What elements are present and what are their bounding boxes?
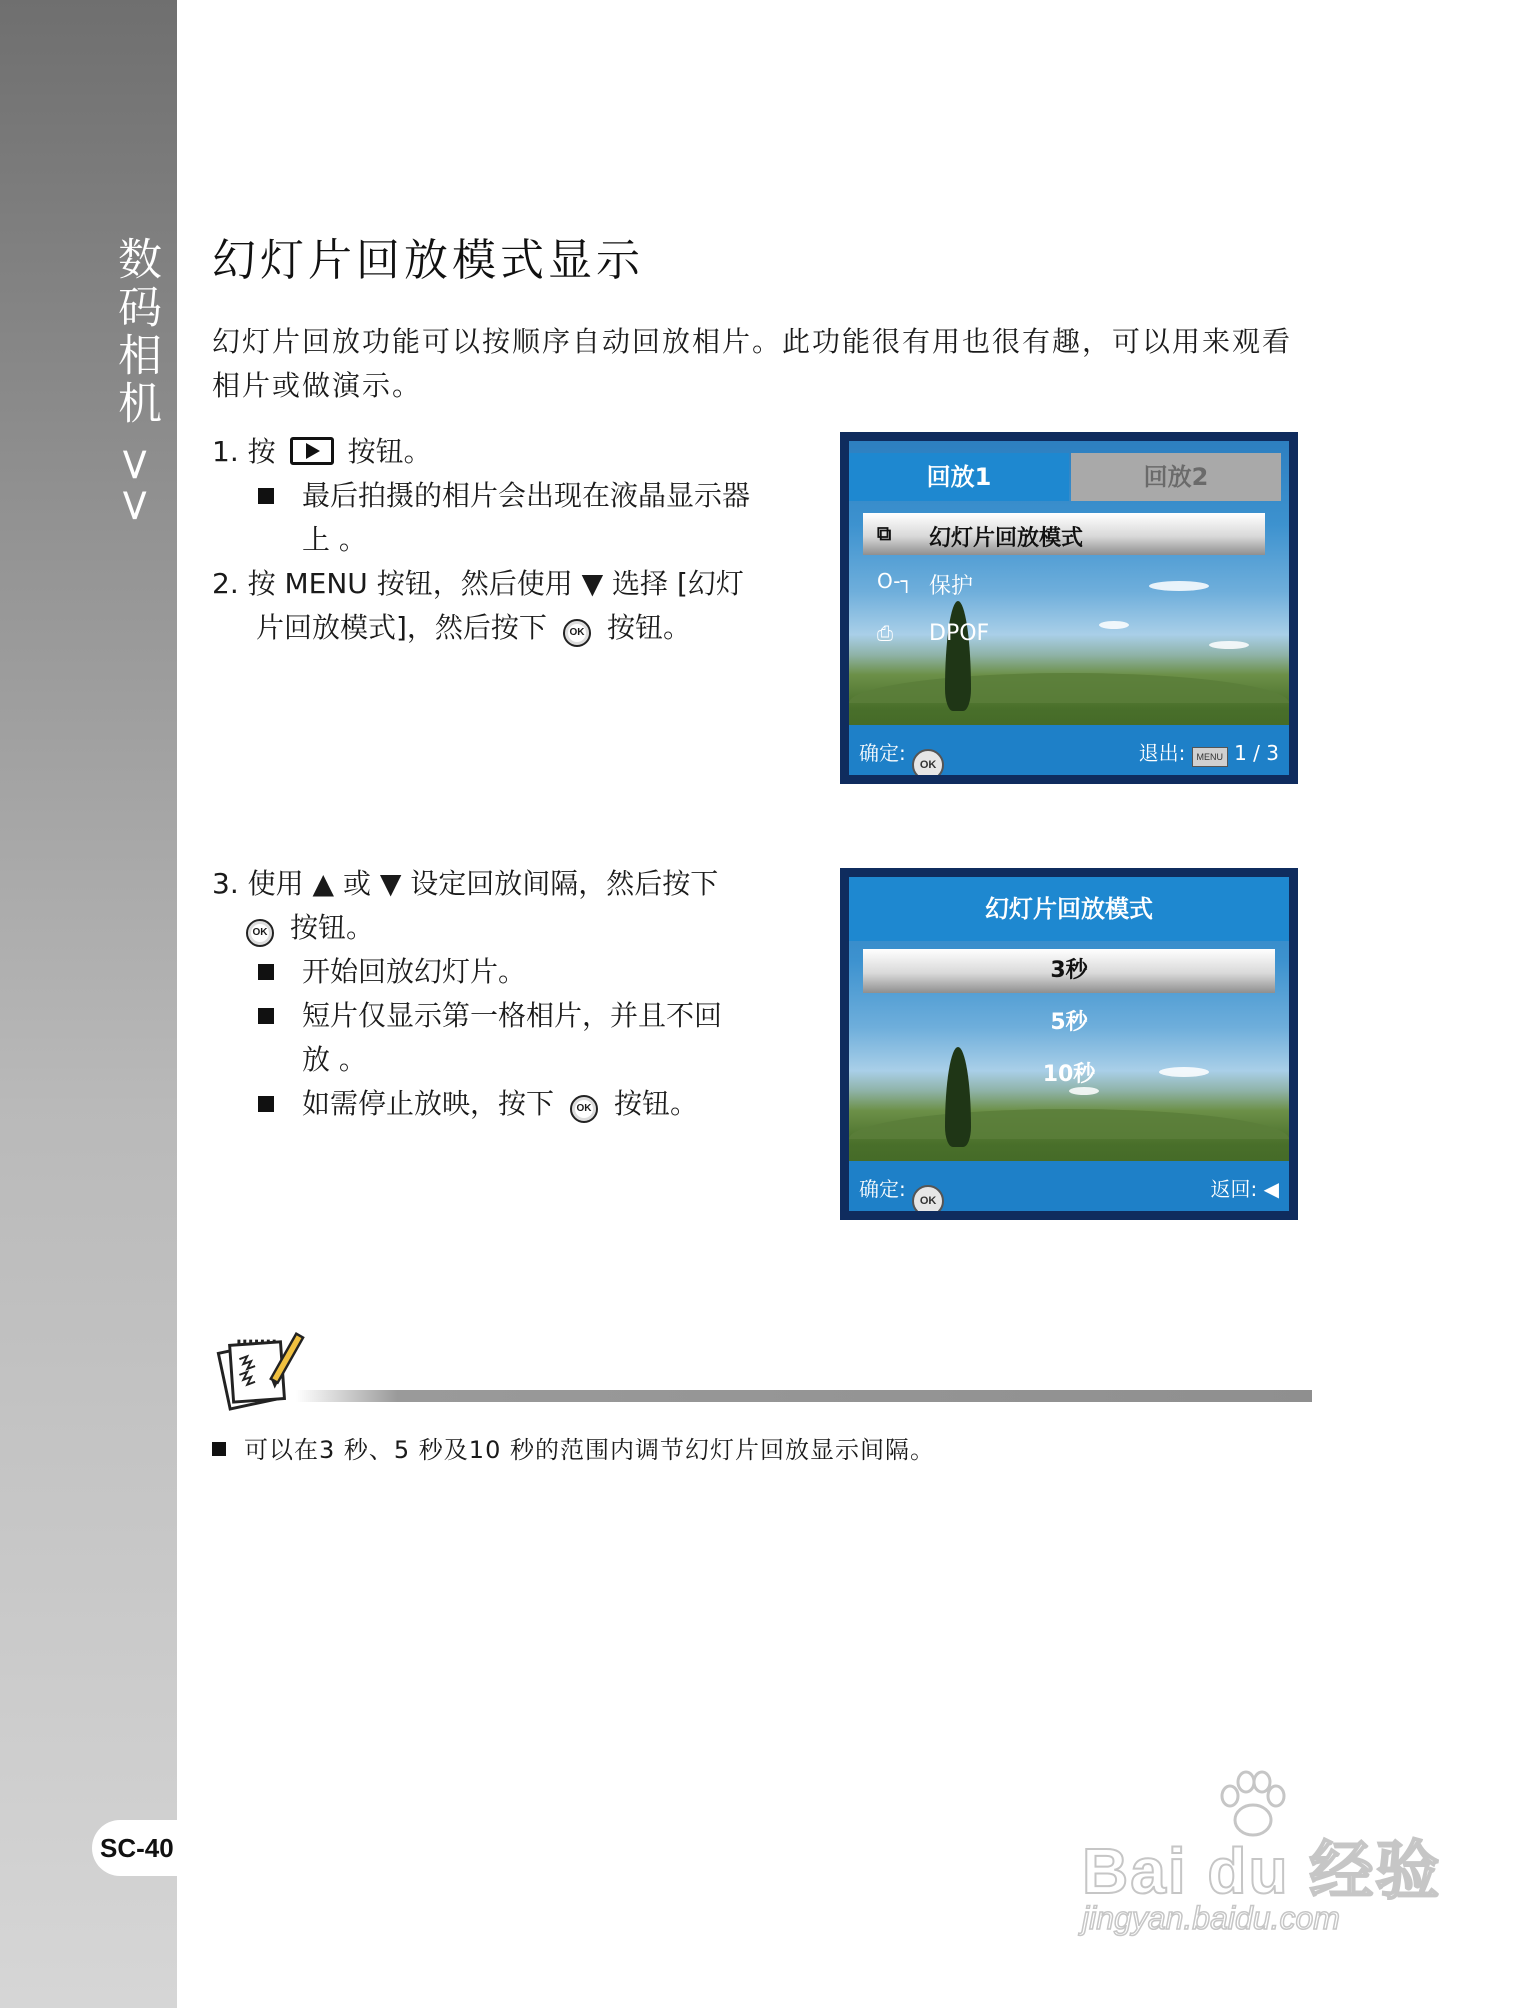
step-3-text-end: 按钮。 bbox=[290, 911, 375, 944]
step-1-text-end: 按钮。 bbox=[347, 435, 432, 468]
note-text bbox=[212, 1430, 935, 1470]
bullet-square-icon bbox=[212, 1442, 226, 1456]
dpof-icon: ⎙ bbox=[877, 621, 893, 645]
step-3-bullet bbox=[212, 994, 812, 1038]
lcd-footer bbox=[849, 725, 1289, 775]
key-icon: O-┐ bbox=[877, 569, 913, 593]
ok-button-icon: OK bbox=[246, 919, 274, 947]
step-1-text: 1. 按 bbox=[212, 435, 276, 468]
menu-button-icon: MENU bbox=[1192, 747, 1228, 767]
page-indicator: 1 / 3 bbox=[1234, 741, 1279, 765]
lcd-screen-playback-menu bbox=[840, 432, 1298, 784]
bullet-text: 短片仅显示第一格相片，并且不回 bbox=[302, 999, 723, 1032]
step-3-bullet bbox=[212, 950, 812, 994]
bullet-text: 放 。 bbox=[302, 1043, 367, 1076]
tab-playback-2[interactable]: 回放2 bbox=[1071, 453, 1281, 501]
bullet-text-end: 按钮。 bbox=[614, 1087, 699, 1120]
bullet-text: 如需停止放映，按下 bbox=[302, 1087, 555, 1120]
intro-line: 相片或做演示。 bbox=[212, 369, 423, 402]
bullet-square-icon bbox=[258, 1008, 274, 1024]
lcd-display bbox=[849, 441, 1289, 775]
sidebar bbox=[0, 0, 177, 2008]
menu-tabs bbox=[849, 453, 1289, 501]
step-2-text: 片回放模式]，然后按下 bbox=[256, 611, 547, 644]
step-1-bullet-cont bbox=[212, 518, 812, 562]
hills bbox=[849, 673, 1289, 703]
option-10s[interactable]: 10秒 bbox=[1042, 1062, 1096, 1087]
bullet-square-icon bbox=[258, 1096, 274, 1112]
play-button-icon bbox=[290, 437, 334, 465]
confirm-hint bbox=[859, 1173, 944, 1211]
ok-button-icon: OK bbox=[912, 1185, 944, 1211]
watermark-url: jingyan.baidu.com bbox=[1082, 1900, 1340, 1936]
page-number: SC-40 bbox=[92, 1820, 200, 1876]
step-3 bbox=[212, 862, 812, 906]
step-2-text: 2. 按 MENU 按钮，然后使用 ▼ 选择 [幻灯 bbox=[212, 567, 744, 600]
menu-item-label: 保护 bbox=[929, 574, 974, 599]
confirm-label: 确定: bbox=[859, 1177, 906, 1201]
bullet-square-icon bbox=[258, 964, 274, 980]
steps-1-2 bbox=[212, 430, 812, 650]
bullet-text: 最后拍摄的相片会出现在液晶显示器 bbox=[302, 479, 751, 512]
menu-item-protect[interactable] bbox=[863, 561, 1265, 603]
bullet-text: 上 。 bbox=[302, 523, 367, 556]
confirm-label: 确定: bbox=[859, 741, 906, 765]
step-2-cont bbox=[212, 606, 812, 650]
screen-title: 幻灯片回放模式 bbox=[849, 877, 1289, 941]
step-3-cont bbox=[212, 906, 812, 950]
step-2-text-end: 按钮。 bbox=[606, 611, 691, 644]
step-1-bullet bbox=[212, 474, 812, 518]
option-3s[interactable]: 3秒 bbox=[863, 949, 1275, 993]
ok-button-icon: OK bbox=[563, 619, 591, 647]
step-3-block bbox=[212, 862, 812, 1126]
step-3-text: 3. 使用 ▲ 或 ▼ 设定回放间隔，然后按下 bbox=[212, 867, 719, 900]
option-5s[interactable]: 5秒 bbox=[1050, 1010, 1088, 1035]
bullet-square-icon bbox=[258, 488, 274, 504]
page-title: 幻灯片回放模式显示 bbox=[212, 235, 644, 286]
step-3-bullet bbox=[212, 1082, 812, 1126]
menu-item-dpof[interactable] bbox=[863, 613, 1265, 655]
tab-playback-1[interactable]: 回放1 bbox=[849, 453, 1069, 501]
note-text-content: 可以在3 秒、5 秒及10 秒的范围内调节幻灯片回放显示间隔。 bbox=[244, 1436, 935, 1464]
menu-item-label: DPOF bbox=[929, 621, 990, 646]
step-3-bullet-cont bbox=[212, 1038, 812, 1082]
note-divider bbox=[296, 1390, 1312, 1402]
back-hint bbox=[1211, 1173, 1280, 1202]
intro-line: 幻灯片回放功能可以按顺序自动回放相片。此功能很有用也很有趣，可以用来观看 bbox=[212, 325, 1293, 358]
menu-item-label: 幻灯片回放模式 bbox=[929, 526, 1084, 551]
ok-button-icon: OK bbox=[912, 749, 944, 775]
step-2 bbox=[212, 562, 812, 606]
watermark-brand: Bai du 经验 bbox=[1082, 1835, 1442, 1907]
baidu-watermark bbox=[1082, 1770, 1442, 1936]
note-pad-icon bbox=[210, 1320, 308, 1418]
intro-paragraph bbox=[212, 320, 1312, 408]
exit-label: 退出: bbox=[1138, 741, 1186, 765]
lcd-screen-slideshow-interval bbox=[840, 868, 1298, 1220]
confirm-hint bbox=[859, 737, 944, 775]
lcd-display bbox=[849, 877, 1289, 1211]
exit-hint bbox=[1139, 737, 1279, 767]
left-arrow-icon: ◀ bbox=[1263, 1177, 1279, 1201]
slideshow-icon: ⧉ bbox=[877, 521, 892, 545]
ok-button-icon: OK bbox=[570, 1095, 598, 1123]
menu-item-slideshow[interactable] bbox=[863, 513, 1265, 555]
bullet-text: 开始回放幻灯片。 bbox=[302, 955, 527, 988]
step-1 bbox=[212, 430, 812, 474]
hills bbox=[849, 1109, 1289, 1139]
sidebar-title: 数码相机 >> bbox=[110, 236, 161, 528]
lcd-footer bbox=[849, 1161, 1289, 1211]
back-label: 返回: bbox=[1210, 1177, 1258, 1201]
